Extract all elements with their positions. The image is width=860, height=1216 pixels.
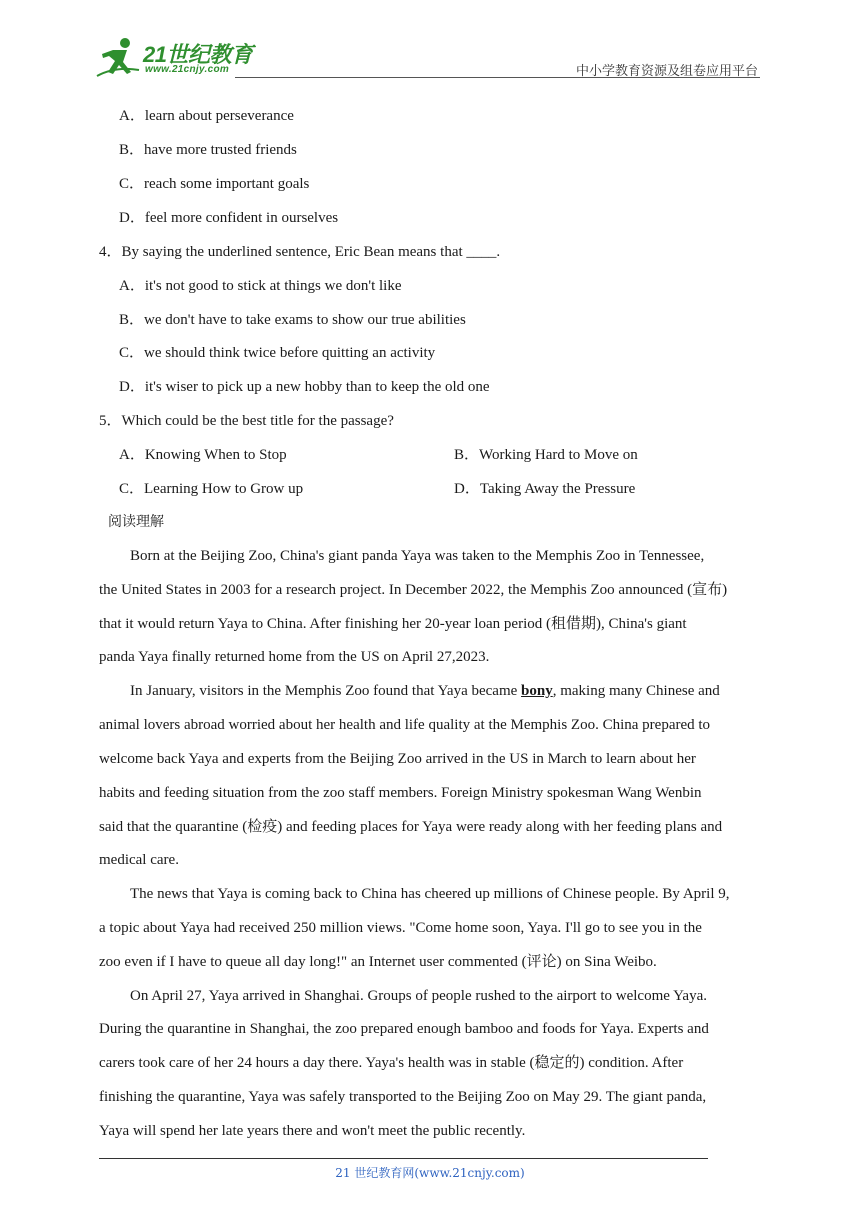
passage-line: zoo even if I have to queue all day long!" an Internet user commented (评论) on Sina Weibo. bbox=[99, 954, 657, 970]
header-divider bbox=[235, 77, 760, 78]
q4-option-b: B．we don't have to take exams to show our true abilities bbox=[119, 312, 466, 328]
q3-option-b: B．have more trusted friends bbox=[119, 142, 297, 158]
passage-text: In January, visitors in the Memphis Zoo found that Yaya became bbox=[130, 683, 522, 699]
passage-line: During the quarantine in Shanghai, the zoo prepared enough bamboo and foods for Yaya. Experts and bbox=[99, 1021, 709, 1037]
logo-url-text: www.21cnjy.com bbox=[145, 64, 230, 75]
q5-option-c: C．Learning How to Grow up bbox=[119, 481, 304, 497]
q5-option-a: A．Knowing When to Stop bbox=[119, 447, 287, 463]
passage-text: , making many Chinese and bbox=[552, 683, 720, 699]
platform-tagline: 中小学教育资源及组卷应用平台 bbox=[575, 64, 758, 79]
runner-logo-icon bbox=[95, 36, 143, 78]
footer-link[interactable]: 21 世纪教育网(www.21cnjy.com) bbox=[335, 1166, 525, 1180]
passage-line: that it would return Yaya to China. After finishing her 20-year loan period (租借期), China's giant bbox=[99, 616, 687, 632]
passage-line bbox=[130, 681, 720, 701]
passage-line: welcome back Yaya and experts from the Beijing Zoo arrived in the US in March to learn about her bbox=[99, 751, 696, 767]
passage-line: panda Yaya finally returned home from the US on April 27,2023. bbox=[99, 649, 490, 665]
q3-option-d: D．feel more confident in ourselves bbox=[119, 210, 339, 226]
passage-line: On April 27, Yaya arrived in Shanghai. Groups of people rushed to the airport to welcome Yaya. bbox=[130, 988, 707, 1004]
passage-line: Yaya will spend her late years there and won't meet the public recently. bbox=[99, 1123, 526, 1139]
passage-line: animal lovers abroad worried about her health and life quality at the Memphis Zoo. China prepared to bbox=[99, 717, 711, 733]
q5-stem: 5．Which could be the best title for the passage? bbox=[99, 413, 394, 429]
q4-option-d: D．it's wiser to pick up a new hobby than to keep the old one bbox=[119, 379, 490, 395]
passage-line: finishing the quarantine, Yaya was safely transported to the Beijing Zoo on May 29. The giant panda, bbox=[99, 1089, 707, 1105]
q5-option-d: D．Taking Away the Pressure bbox=[454, 481, 636, 497]
passage-line: habits and feeding situation from the zoo staff members. Foreign Ministry spokesman Wang Wenbin bbox=[99, 785, 702, 801]
section-title: 阅读理解 bbox=[108, 514, 164, 530]
passage-line: The news that Yaya is coming back to China has cheered up millions of Chinese people. By April 9, bbox=[130, 886, 730, 902]
passage-line: carers took care of her 24 hours a day there. Yaya's health was in stable (稳定的) condition. After bbox=[99, 1055, 684, 1071]
passage-line: the United States in 2003 for a research project. In December 2022, the Memphis Zoo announced (宣布) bbox=[99, 582, 728, 598]
q3-option-c: C．reach some important goals bbox=[119, 176, 310, 192]
passage-line: a topic about Yaya had received 250 million views. "Come home soon, Yaya. I'll go to see you in the bbox=[99, 920, 702, 936]
footer-divider bbox=[99, 1158, 708, 1159]
passage-line: Born at the Beijing Zoo, China's giant panda Yaya was taken to the Memphis Zoo in Tennessee, bbox=[130, 548, 705, 564]
logo-main-text: 21世纪教育 bbox=[143, 42, 253, 67]
q4-option-a: A．it's not good to stick at things we don't like bbox=[119, 278, 402, 294]
q4-stem: 4．By saying the underlined sentence, Eric Bean means that ____. bbox=[99, 244, 501, 260]
passage-line: medical care. bbox=[99, 852, 179, 868]
q5-option-b: B．Working Hard to Move on bbox=[454, 447, 638, 463]
q3-option-a: A．learn about perseverance bbox=[119, 108, 294, 124]
site-logo bbox=[95, 36, 265, 78]
underlined-word-bony: bony bbox=[521, 683, 553, 699]
page-header bbox=[95, 30, 760, 78]
q4-option-c: C．we should think twice before quitting an activity bbox=[119, 345, 436, 361]
passage-line: said that the quarantine (检疫) and feeding places for Yaya were ready along with her feeding plans and bbox=[99, 819, 723, 835]
